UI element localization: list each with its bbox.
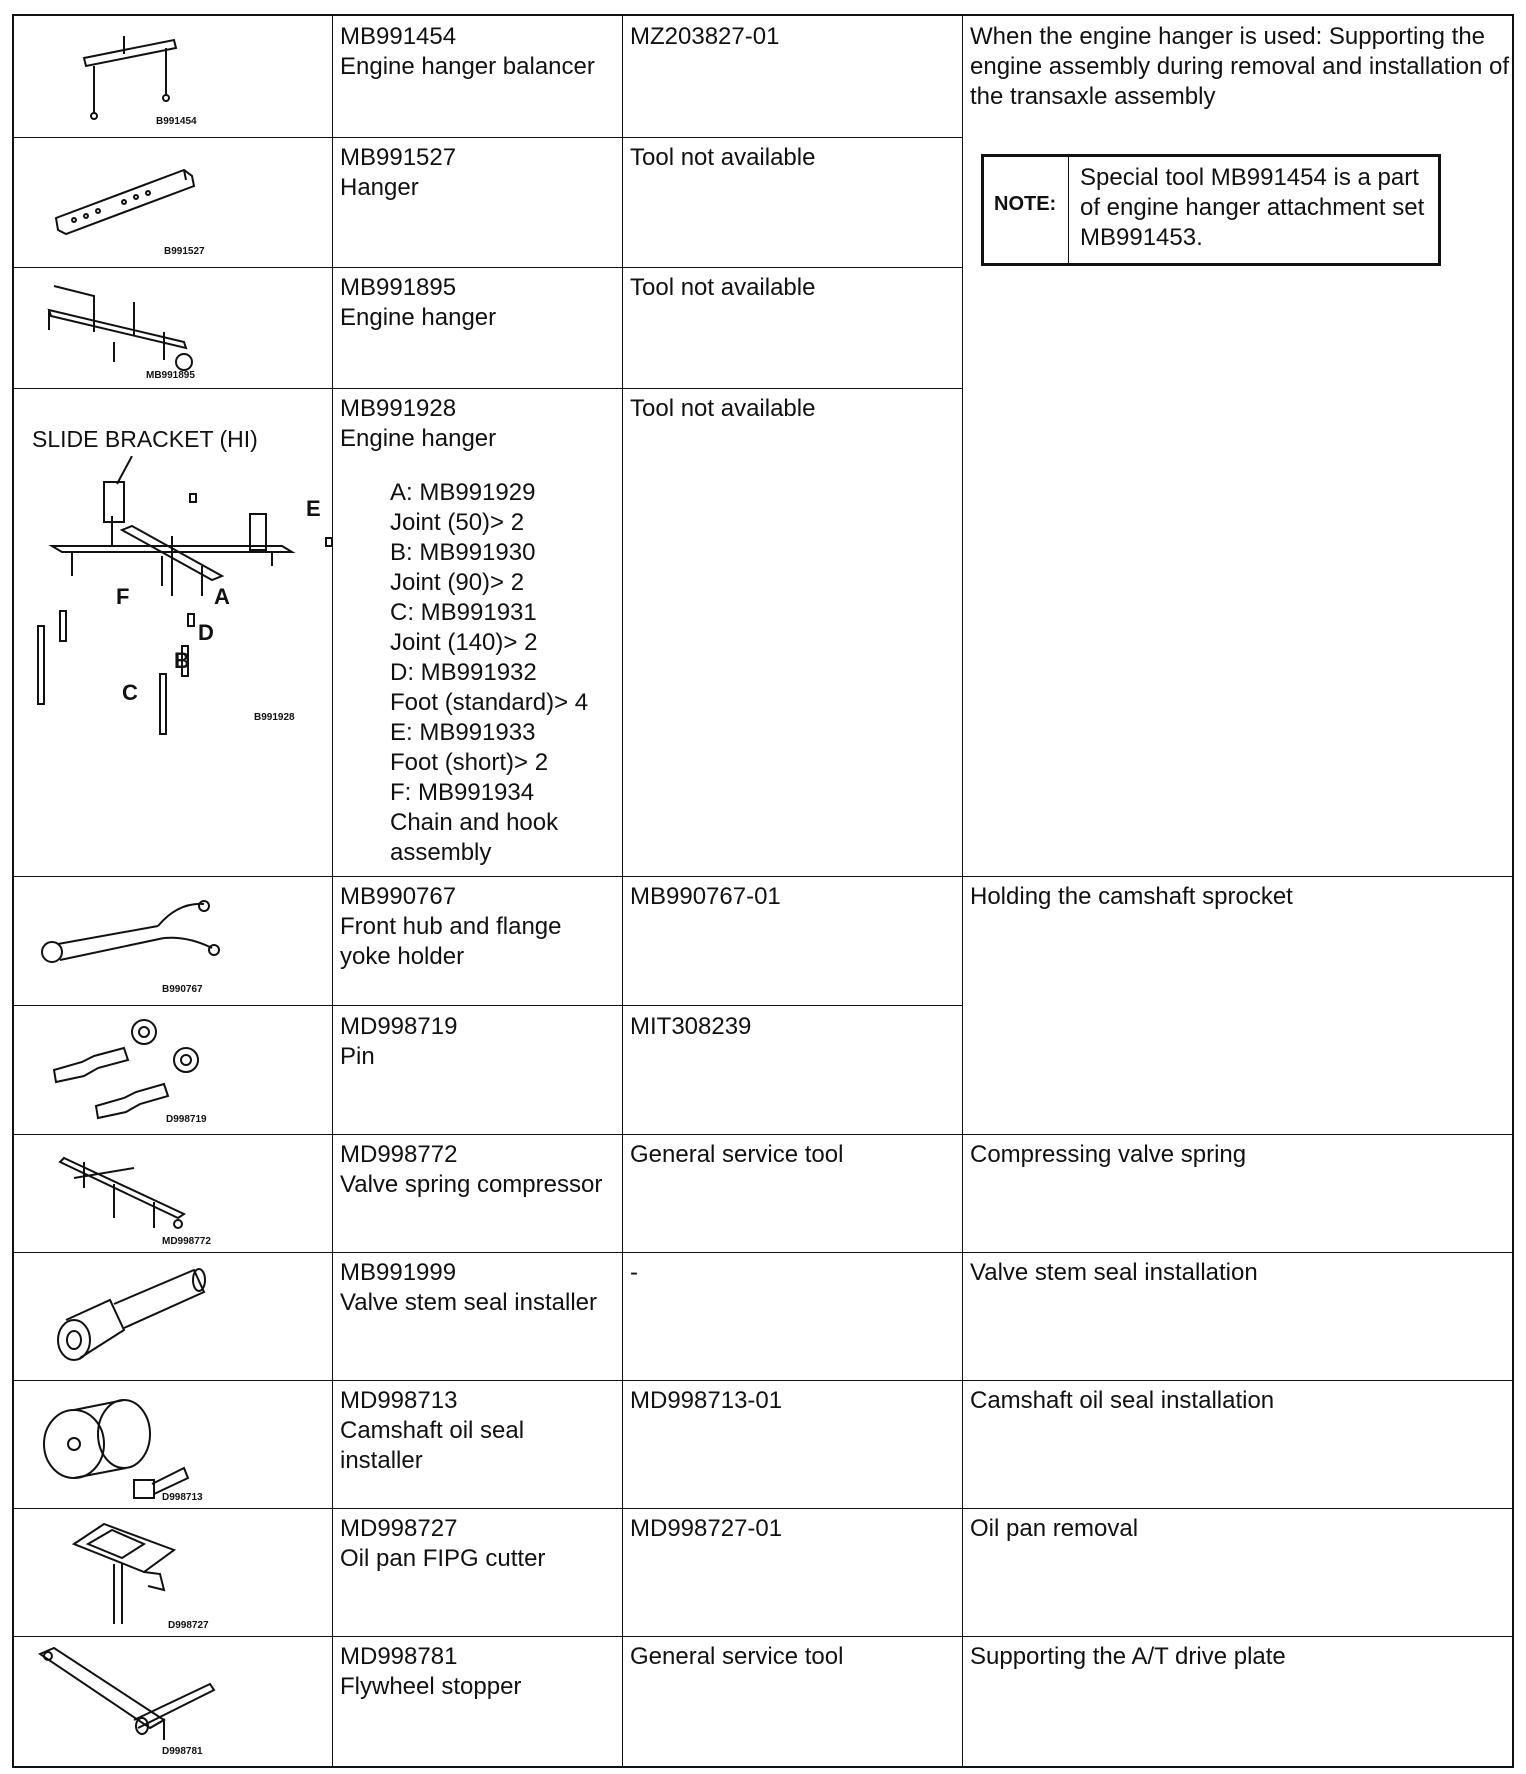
tool-number: MD998719 (340, 1013, 458, 1040)
image-caption: D998727 (168, 1620, 209, 1631)
supersession: Tool not available (630, 274, 816, 301)
row-divider (14, 1380, 1514, 1381)
tool-number: MB991454 (340, 23, 457, 50)
image-caption: D998713 (162, 1492, 203, 1503)
supersession: MZ203827-01 (630, 23, 780, 50)
tool-number: MB990767 (340, 883, 457, 910)
application-camshaft-oil-seal: Camshaft oil seal installation (970, 1387, 1275, 1414)
valve-stem-seal-installer-illustration (44, 1260, 224, 1370)
tool-name: Hanger (340, 174, 419, 201)
pin-illustration (34, 1012, 214, 1122)
application-drive-plate: Supporting the A/T drive plate (970, 1643, 1286, 1670)
column-divider (622, 16, 623, 1766)
special-tools-table (12, 14, 1514, 1768)
supersession: MB990767-01 (630, 883, 781, 910)
engine-hanger-assembly-illustration (22, 456, 332, 736)
component-line: E: MB991933 (390, 719, 536, 746)
application-camshaft: Holding the camshaft sprocket (970, 883, 1293, 910)
image-caption: MD998772 (162, 1236, 211, 1247)
image-letter-a: A (214, 584, 230, 609)
component-line: C: MB991931 (390, 599, 537, 626)
tool-number: MB991527 (340, 144, 457, 171)
tool-name: Engine hanger balancer (340, 53, 595, 80)
tool-number: MB991895 (340, 274, 457, 301)
row-divider (14, 267, 963, 268)
tool-name: Oil pan FIPG cutter (340, 1545, 546, 1572)
component-line: Joint (90)> 2 (390, 569, 525, 596)
tool-name: Front hub and flange yoke holder (340, 913, 562, 970)
row-divider (14, 137, 963, 138)
image-caption: MB991895 (146, 370, 195, 381)
column-divider (332, 16, 333, 1766)
supersession: MD998727-01 (630, 1515, 783, 1542)
flywheel-stopper-illustration (34, 1644, 234, 1744)
yoke-holder-illustration (28, 892, 228, 982)
component-line: D: MB991932 (390, 659, 537, 686)
image-caption: B991928 (254, 712, 295, 723)
supersession: General service tool (630, 1141, 844, 1168)
component-line: assembly (390, 839, 492, 866)
component-line: F: MB991934 (390, 779, 535, 806)
component-line: B: MB991930 (390, 539, 536, 566)
tool-name: Flywheel stopper (340, 1673, 522, 1700)
fipg-cutter-illustration (64, 1514, 194, 1634)
supersession: Tool not available (630, 144, 816, 171)
slide-bracket-label: SLIDE BRACKET (HI) (32, 426, 258, 452)
supersession: General service tool (630, 1643, 844, 1670)
hanger-bar-illustration (44, 156, 204, 246)
image-letter-f: F (116, 584, 130, 609)
tool-name: Camshaft oil seal installer (340, 1417, 525, 1474)
application-oil-pan: Oil pan removal (970, 1515, 1139, 1542)
note-box (981, 154, 1441, 266)
supersession: Tool not available (630, 395, 816, 422)
component-line: Chain and hook (390, 809, 559, 836)
image-letter-e: E (306, 496, 321, 521)
engine-hanger-illustration (34, 272, 214, 372)
supersession: - (630, 1259, 638, 1286)
row-divider (14, 1005, 963, 1006)
image-letter-d: D (198, 620, 214, 645)
row-divider (14, 876, 1514, 877)
tool-number: MD998772 (340, 1141, 458, 1168)
component-line: Joint (50)> 2 (390, 509, 525, 536)
image-caption: D998719 (166, 1114, 207, 1125)
tool-name: Valve spring compressor (340, 1171, 603, 1198)
engine-hanger-balancer-illustration (54, 26, 204, 121)
tool-number: MB991928 (340, 395, 457, 422)
image-caption: B990767 (162, 984, 203, 995)
image-caption: B991454 (156, 116, 197, 127)
component-line: Foot (short)> 2 (390, 749, 549, 776)
camshaft-oil-seal-installer-illustration (34, 1392, 204, 1502)
row-divider (14, 1508, 1514, 1509)
tool-name: Engine hanger (340, 304, 497, 331)
tool-number: MB991999 (340, 1259, 457, 1286)
supersession: MIT308239 (630, 1013, 752, 1040)
image-caption: B991527 (164, 246, 205, 257)
tool-number: MD998713 (340, 1387, 458, 1414)
image-letter-b: B (174, 648, 190, 673)
application-valve-stem: Valve stem seal installation (970, 1259, 1258, 1286)
tool-number: MD998781 (340, 1643, 458, 1670)
note-text: Special tool MB991454 is a part of engine hanger attachment set MB991453. (1080, 164, 1425, 251)
column-divider (962, 16, 963, 1766)
application-engine-hanger: When the engine hanger is used: Supporting the engine assembly during removal and installation of the transaxle assembly (970, 23, 1509, 110)
row-divider (14, 388, 963, 389)
row-divider (14, 1636, 1514, 1637)
tool-name: Valve stem seal installer (340, 1289, 597, 1316)
image-letter-c: C (122, 680, 138, 705)
note-divider (1068, 157, 1069, 263)
tool-name: Pin (340, 1043, 375, 1070)
tool-name: Engine hanger (340, 425, 497, 452)
component-line: Joint (140)> 2 (390, 629, 538, 656)
tool-number: MD998727 (340, 1515, 458, 1542)
application-valve-spring: Compressing valve spring (970, 1141, 1247, 1168)
component-line: Foot (standard)> 4 (390, 689, 589, 716)
supersession: MD998713-01 (630, 1387, 783, 1414)
note-label: NOTE: (994, 193, 1057, 215)
row-divider (14, 1252, 1514, 1253)
row-divider (14, 1134, 1514, 1135)
valve-spring-compressor-illustration (54, 1138, 204, 1238)
component-line: A: MB991929 (390, 479, 536, 506)
image-caption: D998781 (162, 1746, 203, 1757)
